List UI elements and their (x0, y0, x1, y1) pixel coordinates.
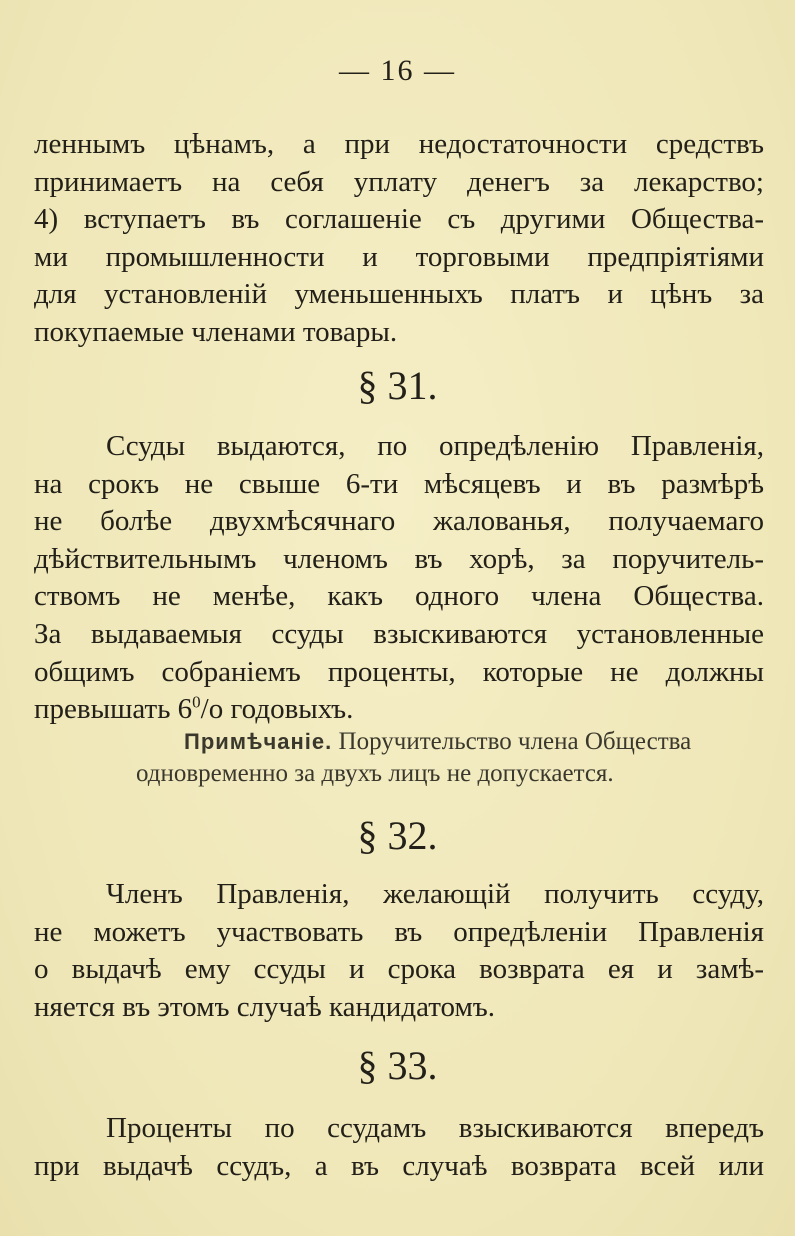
note-line: одновременно за двухъ лицъ не допускается. (136, 760, 614, 787)
note-block (34, 726, 764, 790)
text-line: За выдаваемыя ссуды взыскиваются установленные (34, 617, 764, 650)
text-fragment: превышать 6 (34, 693, 193, 726)
text-line: ствомъ не менѣе, какъ одного члена Общества. (34, 580, 764, 613)
note-line (34, 726, 764, 758)
text-line: Ссуды выдаются, по опредѣленію Правленія, (106, 430, 764, 462)
note-heading: Примѣчаніе. (184, 729, 333, 754)
paragraph-section-31 (34, 428, 764, 729)
note-text: Поручительство члена Общества (338, 728, 692, 755)
text-line: ми промышленности и торговыми предпріятіями (34, 240, 764, 273)
text-line: при выдачѣ ссудъ, а въ случаѣ возврата всей или (34, 1149, 764, 1182)
text-line: дѣйствительнымъ членомъ въ хорѣ, за поручитель- (34, 542, 764, 575)
text-line: не можетъ участвовать въ опредѣленіи Правленія (34, 915, 764, 948)
text-line: для установленій уменьшенныхъ платъ и цѣнъ за (34, 278, 764, 311)
section-heading-32: § 32. (357, 813, 438, 858)
section-heading-33: § 33. (357, 1043, 438, 1088)
paragraph-section-33 (34, 1110, 764, 1185)
percent-superscript: 0 (192, 692, 201, 712)
text-line: на срокъ не свыше 6-ти мѣсяцевъ и въ размѣрѣ (34, 467, 764, 500)
text-line: о выдачѣ ему ссуды и срока возврата ея и замѣ- (34, 953, 764, 986)
page-number: — 16 — (339, 54, 456, 87)
text-line (34, 691, 764, 729)
text-line: Проценты по ссудамъ взыскиваются впередъ (106, 1112, 764, 1144)
paragraph-section-32 (34, 876, 764, 1026)
text-line: леннымъ цѣнамъ, а при недостаточности средствъ (34, 128, 764, 160)
text-line: общимъ собраніемъ проценты, которые не должны (34, 655, 764, 688)
text-line: покупаемые членами товары. (34, 315, 398, 348)
text-line: 4) вступаетъ въ соглашеніе съ другими Общества- (34, 203, 764, 236)
paragraph-continuation (34, 126, 764, 352)
text-line: няется въ этомъ случаѣ кандидатомъ. (34, 990, 496, 1023)
text-line: не болѣе двухмѣсячнаго жалованья, получаемаго (34, 505, 764, 538)
text-fragment: /о годовыхъ. (200, 693, 354, 726)
text-line: Членъ Правленія, желающій получить ссуду, (106, 878, 764, 910)
text-line: принимаетъ на себя уплату денегъ за лекарство; (34, 165, 764, 198)
section-heading-31: § 31. (357, 363, 438, 408)
